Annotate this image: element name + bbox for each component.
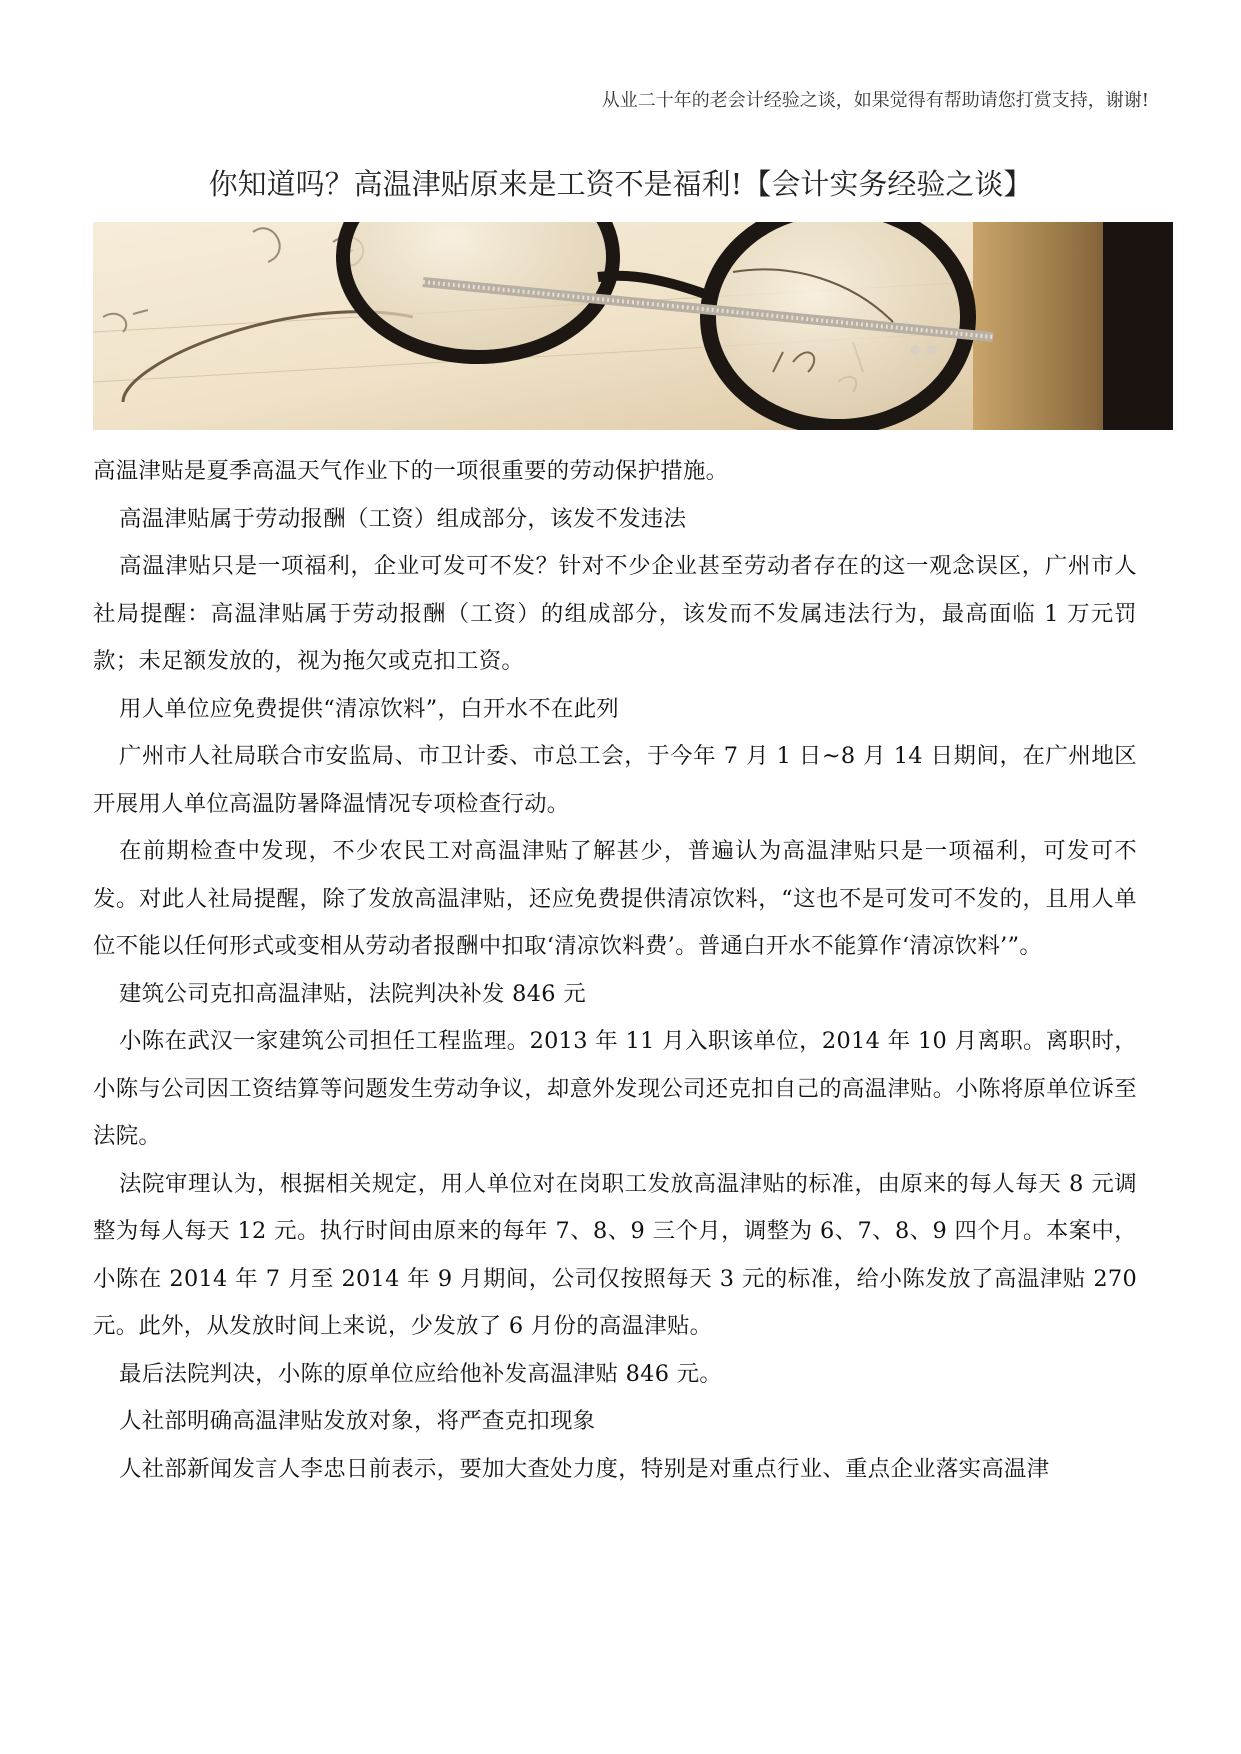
paragraph: 高温津贴只是一项福利，企业可发可不发？针对不少企业甚至劳动者存在的这一观念误区，广州市人社局提醒：高温津贴属于劳动报酬（工资）的组成部分，该发而不发属违法行为，最高面临 1 万元罚款；未足额发放的，视为拖欠或克扣工资。 [93,553,1137,674]
glasses-illustration [93,222,1173,430]
paragraph: 法院审理认为，根据相关规定，用人单位对在岗职工发放高温津贴的标准，由原来的每人每天 8 元调整为每人每天 12 元。执行时间由原来的每年 7、8、9 三个月，调整为 6、7、8、9 四个月。本案中，小陈在 2014 年 7 月至 2014 年 9 月期间，公司仅按照每天 3 元的标准，给小陈发放了高温津贴 270 元。此外，从发放时间上来说，少发放了 6 月份的高温津贴。 [93,1170,1137,1339]
paragraph: 高温津贴是夏季高温天气作业下的一项很重要的劳动保护措施。 [93,458,729,484]
section-heading: 人社部明确高温津贴发放对象，将严查克扣现象 [119,1408,596,1434]
section-heading: 建筑公司克扣高温津贴，法院判决补发 846 元 [119,980,586,1007]
paragraph: 人社部新闻发言人李忠日前表示，要加大查处力度，特别是对重点行业、重点企业落实高温津 [119,1455,1050,1482]
paragraph: 广州市人社局联合市安监局、市卫计委、市总工会，于今年 7 月 1 日~8 月 14 日期间，在广州地区开展用人单位高温防暑降温情况专项检查行动。 [93,743,1137,817]
section-heading: 高温津贴属于劳动报酬（工资）组成部分，该发不发违法 [119,505,687,532]
article-body [93,448,1137,1493]
section-heading: 用人单位应免费提供“清凉饮料”，白开水不在此列 [119,695,619,722]
hero-image [93,222,1173,430]
paragraph: 在前期检查中发现，不少农民工对高温津贴了解甚少，普遍认为高温津贴只是一项福利，可发可不发。对此人社局提醒，除了发放高温津贴，还应免费提供清凉饮料，“这也不是可发可不发的，且用人单位不能以任何形式或变相从劳动者报酬中扣取‘清凉饮料费’。普通白开水不能算作‘清凉饮料’”。 [93,838,1137,959]
page-title: 你知道吗？高温津贴原来是工资不是福利!【会计实务经验之谈】 [208,167,1033,201]
header-note: 从业二十年的老会计经验之谈，如果觉得有帮助请您打赏支持，谢谢! [601,90,1149,111]
paragraph: 小陈在武汉一家建筑公司担任工程监理。2013 年 11 月入职该单位，2014 年 10 月离职。离职时，小陈与公司因工资结算等问题发生劳动争议，却意外发现公司还克扣自己的高温津贴。小陈将原单位诉至法院。 [93,1028,1137,1149]
paragraph: 最后法院判决，小陈的原单位应给他补发高温津贴 846 元。 [119,1360,723,1387]
